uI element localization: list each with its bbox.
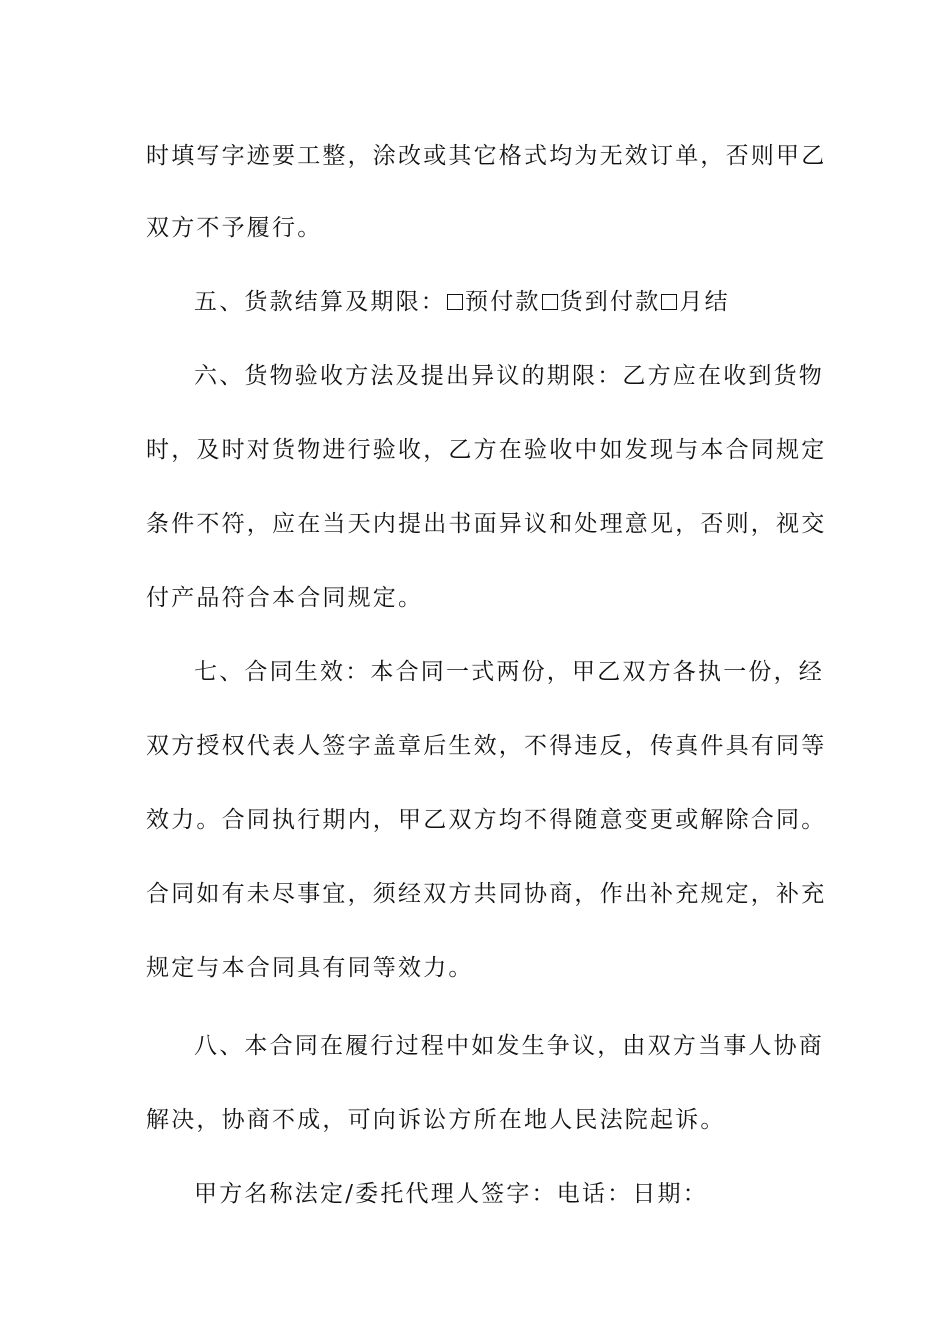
clause-heading-6: 六、货物验收方法及提出异议的期限：乙方应在收到货物 [194, 363, 824, 389]
clause-heading-8: 八、本合同在履行过程中如发生争议，由双方当事人协商 [194, 1033, 824, 1059]
checkbox-prepayment[interactable] [447, 294, 463, 310]
clause-heading-7: 七、合同生效：本合同一式两份，甲乙双方各执一份，经 [194, 659, 824, 685]
option-cash-on-delivery-label: 货到付款 [559, 289, 661, 315]
text-line: 效力。合同执行期内，甲乙双方均不得随意变更或解除合同。 [146, 807, 827, 833]
option-prepayment-label: 预付款 [465, 289, 541, 315]
text-line: 双方授权代表人签字盖章后生效，不得违反，传真件具有同等 [146, 733, 827, 759]
checkbox-cash-on-delivery[interactable] [542, 294, 558, 310]
text-line: 付产品符合本合同规定。 [146, 585, 424, 611]
text-line: 规定与本合同具有同等效力。 [146, 955, 474, 981]
text-line: 解决，协商不成，可向诉讼方所在地人民法院起诉。 [146, 1107, 726, 1133]
option-monthly-label: 月结 [679, 289, 730, 315]
payment-terms-label: 五、货款结算及期限： [194, 289, 446, 315]
text-line: 合同如有未尽事宜，须经双方共同协商，作出补充规定，补充 [146, 881, 827, 907]
text-line: 双方不予履行。 [146, 215, 323, 241]
checkbox-monthly[interactable] [661, 294, 677, 310]
text-line: 时填写字迹要工整，涂改或其它格式均为无效订单，否则甲乙 [146, 143, 827, 169]
text-line: 时，及时对货物进行验收，乙方在验收中如发现与本合同规定 [146, 437, 827, 463]
signature-line: 甲方名称法定/委托代理人签字：电话：日期： [194, 1181, 708, 1207]
text-line: 条件不符，应在当天内提出书面异议和处理意见，否则，视交 [146, 511, 827, 537]
payment-terms-line [194, 286, 806, 318]
